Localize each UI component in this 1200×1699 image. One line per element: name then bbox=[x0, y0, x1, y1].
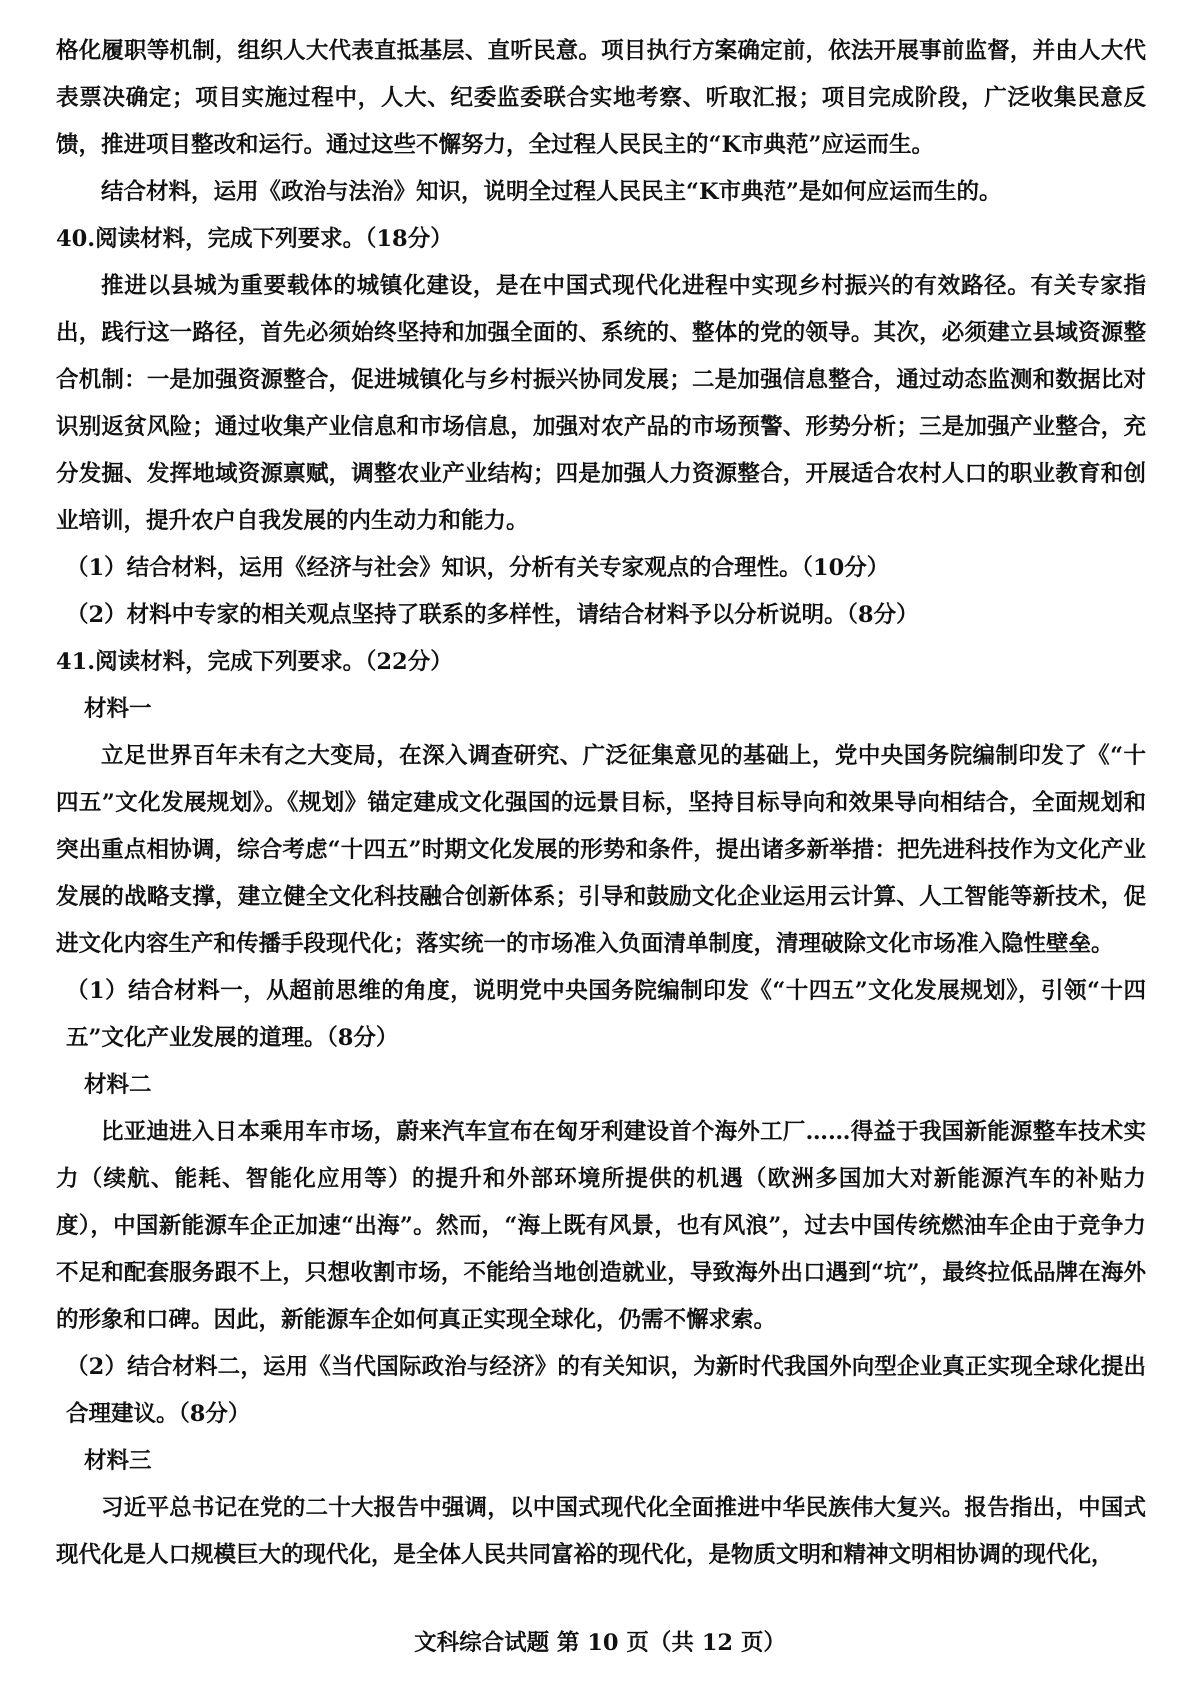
q40-material: 推进以县城为重要载体的城镇化建设，是在中国式现代化进程中实现乡村振兴的有效路径。有关专家指出，践行这一路径，首先必须始终坚持和加强全面的、系统的、整体的党的领导。其次，必须建立县域资源整合机制：一是加强资源整合，促进城镇化与乡村振兴协同发展；二是加强信息整合，通过动态监测和数据比对识别返贫风险；通过收集产业信息和市场信息，加强对农产品的市场预警、形势分析；三是加强产业整合，充分发掘、发挥地域资源禀赋，调整农业产业结构；四是加强人力资源整合，开展适合农村人口的职业教育和创业培训，提升农户自我发展的内生动力和能力。 bbox=[56, 273, 1146, 534]
page-footer: 文科综合试题 第 10 页（共 12 页） bbox=[414, 1630, 786, 1656]
material-1-label: 材料一 bbox=[84, 696, 152, 722]
q39-material-tail: 格化履职等机制，组织人大代表直抵基层、直听民意。项目执行方案确定前，依法开展事前监督，并由人大代表票决确定；项目实施过程中，人大、纪委监委联合实地考察、听取汇报；项目完成阶段，广泛收集民意反馈，推进项目整改和运行。通过这些不懈努力，全过程人民民主的“K市典范”应运而生。 bbox=[56, 38, 1146, 158]
q40-subquestion-1: （1）结合材料，运用《经济与社会》知识，分析有关专家观点的合理性。（10分） bbox=[66, 555, 890, 581]
exam-page bbox=[56, 28, 1146, 1579]
material-3-label: 材料三 bbox=[84, 1448, 152, 1474]
q40-subquestion-2: （2）材料中专家的相关观点坚持了联系的多样性，请结合材料予以分析说明。（8分） bbox=[66, 602, 919, 628]
material-2-label: 材料二 bbox=[84, 1072, 152, 1098]
q40-heading: 40.阅读材料，完成下列要求。（18分） bbox=[56, 226, 453, 252]
material-3-text: 习近平总书记在党的二十大报告中强调，以中国式现代化全面推进中华民族伟大复兴。报告指出，中国式现代化是人口规模巨大的现代化，是全体人民共同富裕的现代化，是物质文明和精神文明相协调的现代化， bbox=[56, 1495, 1146, 1568]
material-2-text: 比亚迪进入日本乘用车市场，蔚来汽车宣布在匈牙利建设首个海外工厂……得益于我国新能源整车技术实力（续航、能耗、智能化应用等）的提升和外部环境所提供的机遇（欧洲多国加大对新能源汽车的补贴力度），中国新能源车企正加速“出海”。然而，“海上既有风景，也有风浪”，过去中国传统燃油车企由于竞争力不足和配套服务跟不上，只想收割市场，不能给当地创造就业，导致海外出口遇到“坑”，最终拉低品牌在海外的形象和口碑。因此，新能源车企如何真正实现全球化，仍需不懈求索。 bbox=[56, 1119, 1146, 1333]
q41-heading: 41.阅读材料，完成下列要求。（22分） bbox=[56, 649, 453, 675]
q41-subquestion-2: （2）结合材料二，运用《当代国际政治与经济》的有关知识，为新时代我国外向型企业真正实现全球化提出合理建议。（8分） bbox=[66, 1354, 1146, 1427]
q41-subquestion-1: （1）结合材料一，从超前思维的角度，说明党中央国务院编制印发《“十四五”文化发展规划》，引领“十四五”文化产业发展的道理。（8分） bbox=[66, 978, 1146, 1051]
q39-prompt: 结合材料，运用《政治与法治》知识，说明全过程人民民主“K市典范”是如何应运而生的。 bbox=[101, 179, 1002, 205]
material-1-text: 立足世界百年未有之大变局，在深入调查研究、广泛征集意见的基础上，党中央国务院编制印发了《“十四五”文化发展规划》。《规划》锚定建成文化强国的远景目标，坚持目标导向和效果导向相结合，全面规划和突出重点相协调，综合考虑“十四五”时期文化发展的形势和条件，提出诸多新举措：把先进科技作为文化产业发展的战略支撑，建立健全文化科技融合创新体系；引导和鼓励文化企业运用云计算、人工智能等新技术，促进文化内容生产和传播手段现代化；落实统一的市场准入负面清单制度，清理破除文化市场准入隐性壁垒。 bbox=[56, 743, 1146, 957]
